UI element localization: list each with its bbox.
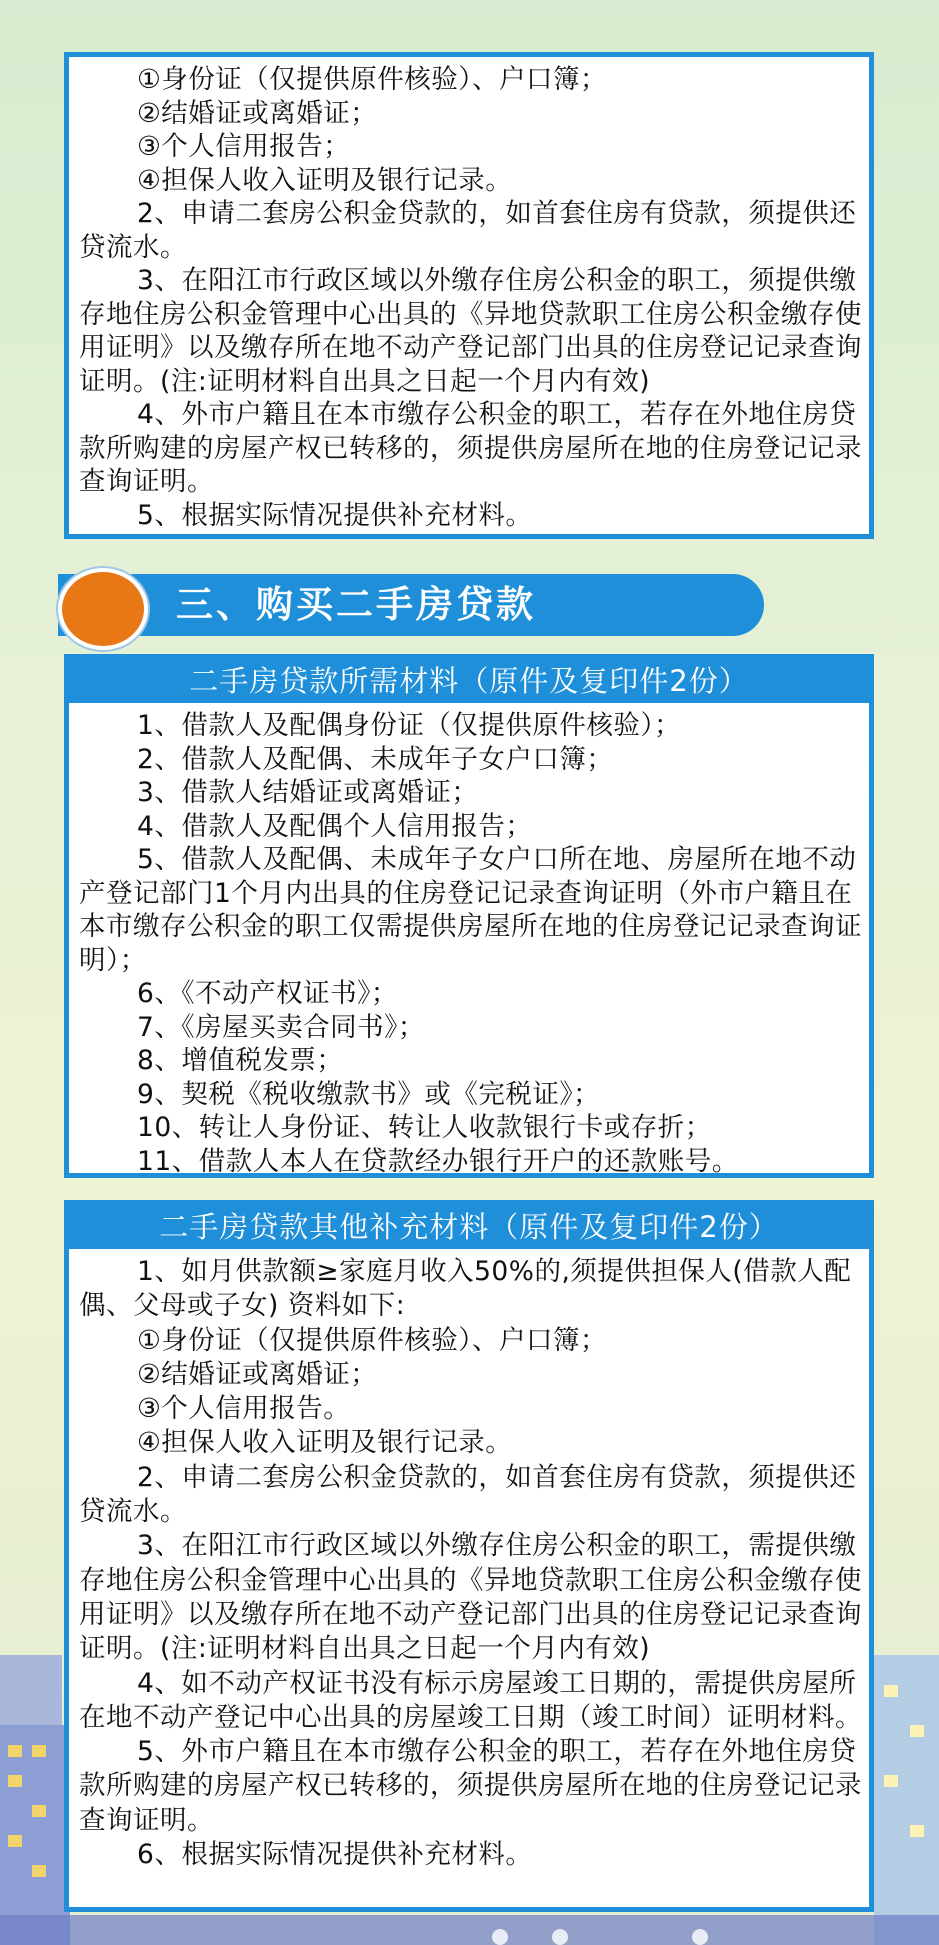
required-materials-list	[69, 703, 869, 1178]
list-item: 4、外市户籍且在本市缴存公积金的职工，若存在外地住房贷款所购建的房屋产权已转移的，须提供房屋所在地的住房登记记录查询证明。	[79, 399, 862, 497]
list-item: 4、如不动产权证书没有标示房屋竣工日期的，需提供房屋所在地不动产登记中心出具的房屋竣工日期（竣工时间）证明材料。	[79, 1667, 862, 1733]
list-item: ④担保人收入证明及银行记录。	[137, 164, 513, 196]
list-item: 8、增值税发票；	[137, 1045, 344, 1076]
required-materials-box	[64, 654, 874, 1178]
guarantor-materials-list	[69, 57, 869, 532]
list-item: ③个人信用报告；	[137, 131, 351, 162]
list-item: 3、借款人结婚证或离婚证；	[137, 777, 479, 808]
list-item: ②结婚证或离婚证；	[137, 97, 378, 129]
orange-circle-icon	[58, 568, 148, 650]
list-item: 4、借款人及配偶个人信用报告；	[137, 810, 533, 842]
list-item: 2、申请二套房公积金贷款的，如首套住房有贷款，须提供还贷流水。	[79, 1461, 857, 1528]
list-item: ①身份证（仅提供原件核验）、户口簿；	[137, 64, 608, 95]
list-item: 2、申请二套房公积金贷款的，如首套住房有贷款，须提供还贷流水。	[79, 198, 857, 263]
list-item: ①身份证（仅提供原件核验）、户口簿；	[137, 1324, 608, 1356]
list-item: 6、《不动产权证书》；	[137, 978, 398, 1009]
list-item: 9、契税《税收缴款书》或《完税证》；	[137, 1078, 601, 1110]
list-item: 7、《房屋买卖合同书》；	[137, 1011, 425, 1043]
list-item: 10、转让人身份证、转让人收款银行卡或存折；	[137, 1112, 712, 1143]
list-item: ④担保人收入证明及银行记录。	[137, 1427, 513, 1459]
list-item: 2、借款人及配偶、未成年子女户口簿；	[137, 743, 614, 775]
list-item: 5、借款人及配偶、未成年子女户口所在地、房屋所在地不动产登记部门1个月内出具的住房登记记录查询证明（外市户籍且在本市缴存公积金的职工仅需提供房屋所在地的住房登记记录查询证明）；	[79, 844, 862, 976]
list-item: 1、借款人及配偶身份证（仅提供原件核验）；	[137, 710, 682, 741]
list-item: 3、在阳江市行政区域以外缴存住房公积金的职工，需提供缴存地住房公积金管理中心出具的《异地贷款职工住房公积金缴存使用证明》以及缴存所在地不动产登记部门出具的住房登记记录查询证明。(注:证明材料自出具之日起一个月内有效)	[79, 1530, 862, 1665]
list-item: 6、根据实际情况提供补充材料。	[137, 1839, 533, 1871]
supplementary-materials-heading: 二手房贷款其他补充材料（原件及复印件2份）	[69, 1205, 869, 1249]
list-item: 5、根据实际情况提供补充材料。	[137, 499, 533, 531]
required-materials-heading: 二手房贷款所需材料（原件及复印件2份）	[69, 659, 869, 703]
list-item: 5、外市户籍且在本市缴存公积金的职工，若存在外地住房贷款所购建的房屋产权已转移的，须提供房屋所在地的住房登记记录查询证明。	[79, 1736, 862, 1836]
supplementary-materials-box	[64, 1200, 874, 1912]
guarantor-materials-box	[64, 52, 874, 539]
list-item: 11、借款人本人在贷款经办银行开户的还款账号。	[137, 1145, 739, 1177]
list-item: ②结婚证或离婚证；	[137, 1358, 378, 1390]
section-title: 三、购买二手房贷款	[176, 583, 536, 626]
list-item: 3、在阳江市行政区域以外缴存住房公积金的职工，须提供缴存地住房公积金管理中心出具的《异地贷款职工住房公积金缴存使用证明》以及缴存所在地不动产登记部门出具的住房登记记录查询证明。(注:证明材料自出具之日起一个月内有效)	[79, 265, 862, 397]
list-item: ③个人信用报告。	[137, 1393, 351, 1425]
supplementary-materials-list	[69, 1249, 869, 1872]
list-item: 1、如月供款额≥家庭月收入50%的,须提供担保人(借款人配偶、父母或子女) 资料如下:	[79, 1256, 852, 1322]
